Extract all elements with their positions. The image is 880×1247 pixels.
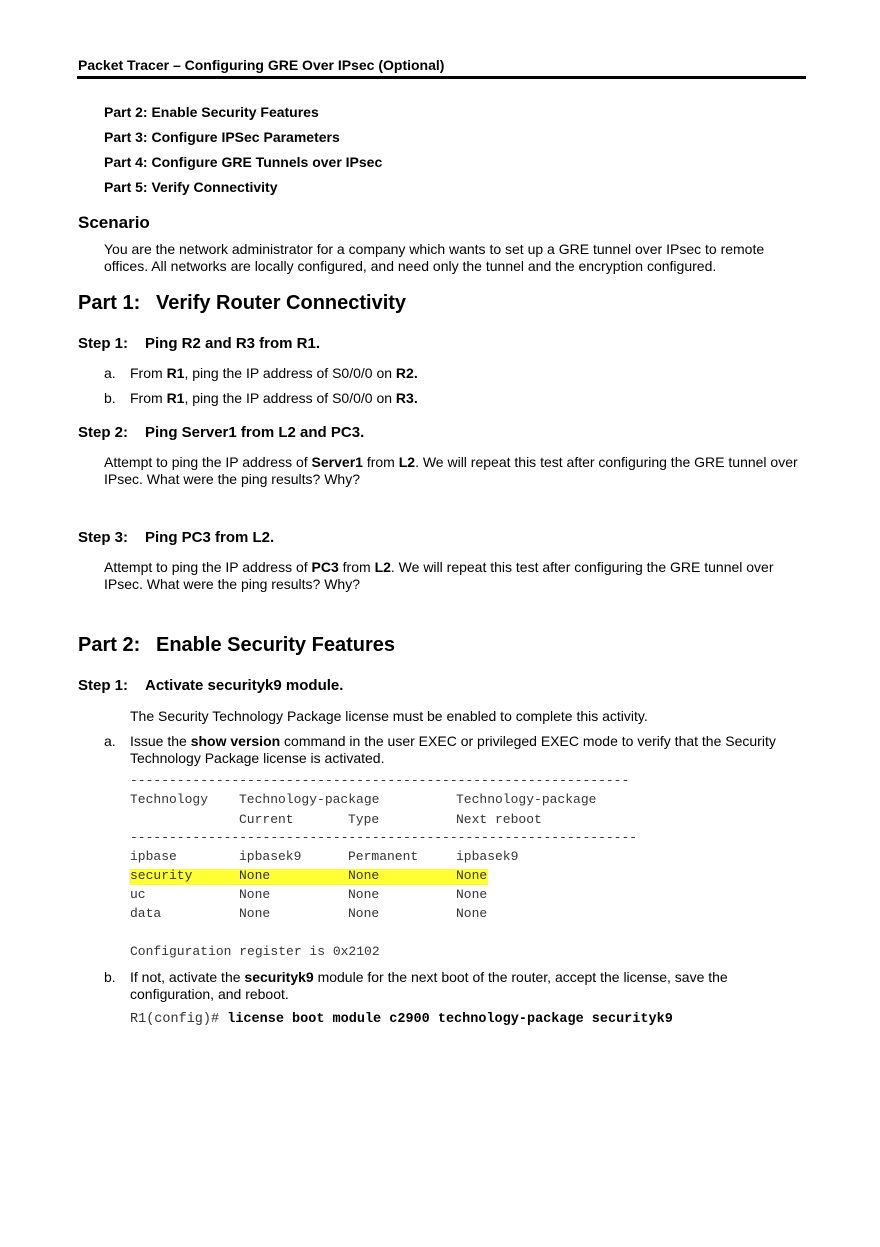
step-intro: The Security Technology Package license must be enabled to complete this activity.	[130, 708, 648, 724]
table-cell: None	[348, 906, 380, 921]
list-letter: b.	[104, 969, 116, 985]
toc-item: Part 4: Configure GRE Tunnels over IPsec	[104, 154, 383, 170]
step-number: Step 1:	[78, 335, 129, 352]
table-cell: None	[456, 887, 488, 902]
toc-item: Part 2: Enable Security Features	[104, 104, 319, 120]
header-rule	[77, 76, 806, 79]
step-number: Step 1:	[78, 677, 129, 694]
table-header: Technology	[130, 792, 209, 807]
step-b-text: If not, activate the securityk9 module for the next boot of the router, accept the license, save the configuration, and reboot.	[130, 969, 728, 1002]
table-cell: None	[456, 868, 488, 883]
table-cell: ipbase	[130, 849, 177, 864]
document-header: Packet Tracer – Configuring GRE Over IPsec (Optional)	[78, 57, 445, 73]
table-cell: data	[130, 906, 162, 921]
table-header: Type	[348, 812, 380, 827]
dash-line: ----------------------------------------------------------------	[130, 773, 630, 788]
cli-command-text: license boot module c2900 technology-package securityk9	[227, 1012, 673, 1027]
table-cell: None	[239, 887, 271, 902]
list-letter: a.	[104, 733, 116, 749]
part2-heading	[78, 634, 395, 657]
step-title: Activate securityk9 module.	[145, 677, 344, 694]
toc-item: Part 3: Configure IPSec Parameters	[104, 129, 340, 145]
list-item	[0, 365, 880, 383]
part-title: Verify Router Connectivity	[156, 292, 407, 314]
step-title: Ping R2 and R3 from R1.	[145, 335, 321, 352]
part-number: Part 2:	[78, 634, 141, 656]
cli-command	[130, 1012, 673, 1027]
part-number: Part 1:	[78, 292, 141, 314]
table-header: Technology-package	[456, 792, 597, 807]
list-letter: a.	[104, 365, 116, 381]
table-header: Current	[239, 812, 294, 827]
table-cell: security	[130, 868, 193, 883]
table-header: Technology-package	[239, 792, 380, 807]
table-cell: Permanent	[348, 849, 419, 864]
part1-step3-heading	[78, 529, 274, 546]
config-register-line: Configuration register is 0x2102	[130, 944, 380, 959]
part1-step2-heading	[78, 424, 364, 441]
list-letter: b.	[104, 390, 116, 406]
part1-step1-heading	[78, 335, 320, 352]
list-item	[0, 390, 880, 408]
part1-heading	[78, 292, 406, 315]
step-title: Ping PC3 from L2.	[145, 529, 275, 546]
scenario-heading: Scenario	[78, 213, 150, 232]
dash-line: -----------------------------------------------------------------	[130, 830, 638, 845]
step-number: Step 3:	[78, 529, 129, 546]
table-cell: None	[239, 868, 271, 883]
table-cell: ipbasek9	[456, 849, 519, 864]
step3-text: Attempt to ping the IP address of PC3 from L2. We will repeat this test after configuring the GRE tunnel over IPsec. What were the ping results? Why?	[104, 559, 774, 592]
table-cell: None	[348, 868, 380, 883]
table-header: Next reboot	[456, 812, 542, 827]
list-text: From R1, ping the IP address of S0/0/0 on R3.	[130, 390, 418, 406]
part2-step1-heading	[78, 677, 343, 694]
table-cell: None	[239, 906, 271, 921]
cli-prompt: R1(config)#	[130, 1012, 228, 1027]
scenario-text: You are the network administrator for a company which wants to set up a GRE tunnel over IPsec to remote offices. All networks are locally configured, and need only the tunnel and the encryption configured.	[104, 241, 765, 274]
table-cell: None	[456, 906, 488, 921]
step-number: Step 2:	[78, 424, 129, 441]
table-cell: None	[348, 887, 380, 902]
step-title: Ping Server1 from L2 and PC3.	[145, 424, 365, 441]
part-title: Enable Security Features	[156, 634, 395, 656]
table-cell: ipbasek9	[239, 849, 302, 864]
table-cell: uc	[130, 887, 146, 902]
list-text: From R1, ping the IP address of S0/0/0 on R2.	[130, 365, 418, 381]
step-a-text: Issue the show version command in the user EXEC or privileged EXEC mode to verify that the Security Technology Package license is activated.	[130, 733, 776, 766]
toc-item: Part 5: Verify Connectivity	[104, 179, 278, 195]
step2-text: Attempt to ping the IP address of Server1 from L2. We will repeat this test after configuring the GRE tunnel over IPsec. What were the ping results? Why?	[104, 454, 798, 487]
security-row-highlight	[129, 869, 488, 885]
